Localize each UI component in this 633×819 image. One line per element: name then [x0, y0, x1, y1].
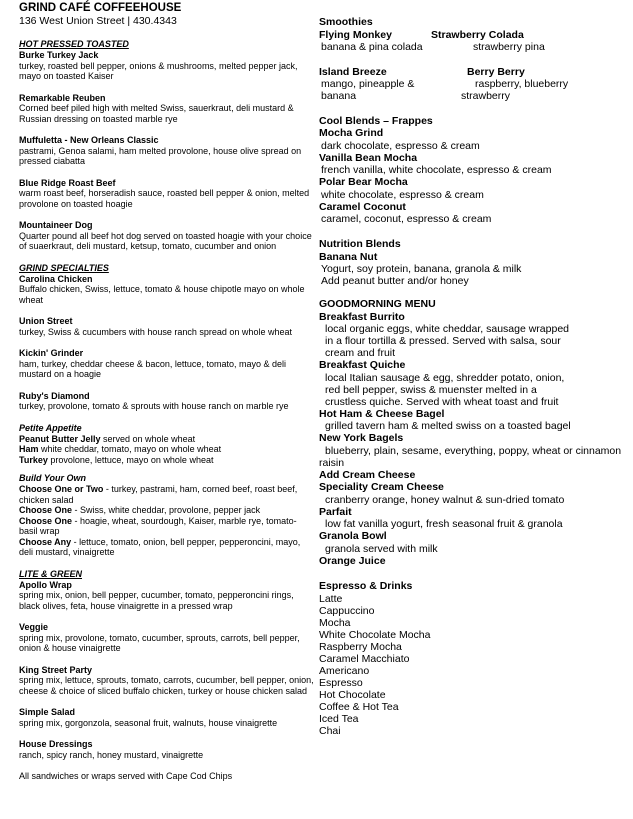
- cafe-address: 136 West Union Street | 430.4343: [19, 15, 177, 27]
- drink-item: Caramel Macchiato: [319, 652, 410, 665]
- menu-item: [19, 316, 315, 337]
- menu-item: [19, 622, 315, 654]
- option-name: Choose Any: [19, 536, 72, 547]
- menu-item: [19, 739, 315, 760]
- section-heading-petite: Petite Appetite: [19, 422, 82, 433]
- option-line: [19, 505, 315, 516]
- menu-item-desc: turkey, roasted bell pepper, onions & mushrooms, melted pepper jack, mayo on toasted Kaiser: [19, 60, 298, 81]
- morning-burrito-desc: local organic eggs, white cheddar, sausage wrapped: [325, 323, 569, 335]
- drink-item: Latte: [319, 592, 343, 605]
- drink-item: Cappuccino: [319, 604, 375, 617]
- menu-item-desc: warm roast beef, horseradish sauce, roasted bell pepper & onion, melted provolone on toasted hoagie: [19, 188, 310, 209]
- nutrition-desc-2: Add peanut butter and/or honey: [321, 275, 469, 287]
- smoothie-name: Berry Berry: [467, 65, 525, 78]
- menu-item: [19, 178, 315, 210]
- morning-quiche-desc: local Italian sausage & egg, shredder potato, onion,: [325, 371, 565, 384]
- smoothie-strawberry-colada: [431, 29, 545, 54]
- drink-item: Raspberry Mocha: [319, 640, 402, 653]
- option-name: Choose One or Two: [19, 484, 104, 494]
- smoothie-berry-berry: [461, 65, 569, 103]
- morning-burrito-name: Breakfast Burrito: [319, 310, 405, 323]
- smoothie-desc: strawberry: [461, 90, 511, 102]
- cafe-name: GRIND CAFÉ COFFEEHOUSE: [19, 2, 182, 14]
- smoothie-desc: banana & pina colada: [321, 41, 423, 53]
- morning-granola-name: Granola Bowl: [319, 530, 387, 542]
- cool-blend-name: Polar Bear Mocha: [319, 176, 408, 188]
- option-name: Turkey: [19, 454, 48, 465]
- menu-item-name: Muffuletta - New Orleans Classic: [19, 135, 159, 145]
- smoothie-name: Strawberry Colada: [431, 28, 524, 41]
- smoothie-name: Island Breeze: [319, 65, 387, 78]
- drink-item: Americano: [319, 664, 370, 677]
- option-desc: - turkey, pastrami, ham, corned beef, roast beef, chicken salad: [19, 484, 298, 505]
- morning-burrito-desc: in a flour tortilla & pressed. Served with salsa, sour: [325, 335, 561, 347]
- smoothie-name: Flying Monkey: [319, 28, 392, 41]
- specialties-list: [19, 274, 315, 412]
- menu-item-desc: spring mix, gorgonzola, seasonal fruit, walnuts, house vinaigrette: [19, 717, 278, 728]
- cool-blends-heading: Cool Blends – Frappes: [319, 114, 433, 127]
- morning-bagel-name: Hot Ham & Cheese Bagel: [319, 407, 445, 420]
- option-name: Choose One: [19, 505, 73, 515]
- option-desc: - Swiss, white cheddar, provolone, pepper jack: [72, 505, 261, 515]
- drink-item: Mocha: [319, 616, 351, 629]
- smoothie-flying-monkey: [319, 29, 423, 54]
- section-heading-build: Build Your Own: [19, 473, 86, 483]
- drink-item: Chai: [319, 724, 341, 737]
- option-line: [19, 484, 315, 505]
- menu-item-name: House Dressings: [19, 739, 93, 749]
- cool-blend-desc: dark chocolate, espresso & cream: [321, 139, 480, 152]
- menu-item-desc: turkey, Swiss & cucumbers with house ranch spread on whole wheat: [19, 326, 292, 337]
- morning-speciality-desc: cranberry orange, honey walnut & sun-dried tomato: [325, 493, 565, 506]
- menu-item-name: Mountaineer Dog: [19, 220, 93, 230]
- menu-item-name: Burke Turkey Jack: [19, 50, 99, 60]
- menu-item: [19, 93, 315, 125]
- nutrition-item-name: Banana Nut: [319, 250, 378, 263]
- cool-blend-desc: caramel, coconut, espresso & cream: [321, 213, 492, 225]
- nutrition-heading: Nutrition Blends: [319, 238, 401, 250]
- smoothies-heading: Smoothies: [319, 16, 373, 28]
- footer-note: All sandwiches or wraps served with Cape Cod Chips: [19, 771, 233, 781]
- section-heading-lite: LITE & GREEN: [19, 568, 83, 579]
- option-desc: - lettuce, tomato, onion, bell pepper, pepperoncini, mayo, deli mustard, vinaigrette: [19, 536, 301, 557]
- option-line: [19, 444, 315, 455]
- morning-ny-desc: raisin: [319, 456, 345, 469]
- menu-item: [19, 580, 315, 612]
- menu-item-name: Kickin' Grinder: [19, 348, 84, 358]
- section-heading-specialties: GRIND SPECIALTIES: [19, 262, 109, 273]
- morning-quiche-name: Breakfast Quiche: [319, 359, 406, 371]
- cool-blend-desc: white chocolate, espresso & cream: [321, 188, 484, 201]
- smoothie-island-breeze: [319, 66, 414, 103]
- option-line: [19, 434, 315, 445]
- morning-parfait-desc: low fat vanilla yogurt, fresh seasonal fruit & granola: [325, 518, 563, 530]
- menu-item-desc: Buffalo chicken, Swiss, lettuce, tomato & house chipotle mayo on whole wheat: [19, 284, 305, 305]
- menu-item-desc: ham, turkey, cheddar cheese & bacon, lettuce, tomato, mayo & deli mustard on a hoagie: [19, 358, 286, 379]
- morning-heading: GOODMORNING MENU: [319, 298, 436, 310]
- menu-item-desc: spring mix, provolone, tomato, cucumber, sprouts, carrots, bell pepper, onion & house vinaigrette: [19, 632, 300, 653]
- smoothie-desc: raspberry, blueberry: [475, 78, 569, 90]
- morning-oj: Orange Juice: [319, 554, 386, 567]
- menu-item-name: Remarkable Reuben: [19, 92, 106, 103]
- morning-ny-desc: blueberry, plain, sesame, everything, poppy, wheat or cinnamon: [325, 444, 622, 457]
- menu-item-name: Veggie: [19, 622, 49, 632]
- morning-speciality-name: Speciality Cream Cheese: [319, 481, 444, 493]
- menu-item-name: Union Street: [19, 316, 73, 326]
- lite-list: [19, 580, 315, 761]
- option-line: [19, 455, 315, 466]
- menu-item: [19, 274, 315, 306]
- menu-item-desc: spring mix, lettuce, sprouts, tomato, carrots, cucumber, bell pepper, onion, cheese & choice of sliced buffalo chicken, turkey or house chicken salad: [19, 675, 314, 696]
- morning-burrito-desc: cream and fruit: [325, 347, 396, 359]
- morning-cream-cheese: Add Cream Cheese: [319, 468, 416, 481]
- option-line: [19, 516, 315, 537]
- menu-item-name: Simple Salad: [19, 707, 76, 717]
- drinks-heading: Espresso & Drinks: [319, 580, 413, 592]
- menu-item-desc: pastrami, Genoa salami, ham melted provolone, house olive spread on pressed ciabatta: [19, 145, 302, 166]
- smoothie-desc: mango, pineapple &: [321, 78, 415, 90]
- drink-item: Espresso: [319, 676, 363, 689]
- option-name: Ham: [19, 444, 39, 454]
- morning-parfait-name: Parfait: [319, 505, 352, 518]
- smoothie-desc: banana: [321, 90, 357, 102]
- menu-item-name: Ruby's Diamond: [19, 390, 90, 401]
- option-name: Choose One: [19, 515, 73, 526]
- option-line: [19, 537, 315, 558]
- menu-item-name: Blue Ridge Roast Beef: [19, 177, 116, 188]
- left-column: [19, 2, 315, 782]
- right-column: [319, 16, 624, 737]
- menu-item: [19, 220, 315, 252]
- morning-bagel-desc: grilled tavern ham & melted swiss on a toasted bagel: [325, 420, 571, 432]
- cool-blends-list: [319, 127, 624, 225]
- option-desc: white cheddar, tomato, mayo on whole wheat: [38, 444, 222, 454]
- drink-item: White Chocolate Mocha: [319, 628, 431, 641]
- menu-item: [19, 665, 315, 697]
- menu-item: [19, 348, 315, 380]
- drinks-list: [319, 593, 624, 737]
- menu-item-desc: Corned beef piled high with melted Swiss, sauerkraut, deli mustard & Russian dressing on toasted marble rye: [19, 103, 294, 124]
- option-desc: provolone, lettuce, mayo on whole wheat: [47, 454, 214, 465]
- drink-item: Coffee & Hot Tea: [319, 700, 399, 713]
- build-list: [19, 484, 315, 558]
- morning-quiche-desc: crustless quiche. Served with wheat toast and fruit: [325, 395, 559, 408]
- nutrition-desc-1: Yogurt, soy protein, banana, granola & milk: [321, 263, 522, 275]
- menu-item-desc: spring mix, onion, bell pepper, cucumber, tomato, pepperoncini rings, black olives, feta, house vinaigrette in a pressed wrap: [19, 590, 294, 611]
- hot-pressed-list: [19, 50, 315, 252]
- menu-item-name: Apollo Wrap: [19, 579, 72, 590]
- menu-item-name: Carolina Chicken: [19, 273, 93, 284]
- menu-item-desc: turkey, provolone, tomato & sprouts with house ranch on marble rye: [19, 401, 289, 411]
- smoothies-grid: [319, 29, 624, 105]
- menu-item: [19, 707, 315, 728]
- option-name: Peanut Butter Jelly: [19, 433, 101, 444]
- menu-item-desc: ranch, spicy ranch, honey mustard, vinaigrette: [19, 749, 204, 760]
- morning-quiche-desc: red bell pepper, swiss & muenster melted in a: [325, 383, 537, 396]
- cool-blend-desc: french vanilla, white chocolate, espresso & cream: [321, 164, 552, 176]
- option-desc: - hoagie, wheat, sourdough, Kaiser, marble rye, tomato-basil wrap: [19, 515, 297, 536]
- menu-item: [19, 391, 315, 412]
- drink-item: Iced Tea: [319, 712, 359, 725]
- cool-blend-name: Mocha Grind: [319, 127, 384, 139]
- menu-item-name: King Street Party: [19, 664, 93, 675]
- morning-ny-name: New York Bagels: [319, 432, 404, 444]
- cool-blend-name: Caramel Coconut: [319, 200, 406, 213]
- cool-blend-name: Vanilla Bean Mocha: [319, 151, 418, 164]
- petite-list: [19, 434, 315, 466]
- menu-item-desc: Quarter pound all beef hot dog served on toasted hoagie with your choice of suaerkraut, deli mustard, ketsup, tomato, cucumber and onion: [19, 230, 312, 251]
- smoothie-desc: strawberry pina: [473, 41, 545, 53]
- option-desc: served on whole wheat: [100, 433, 196, 444]
- section-heading-hot-pressed: HOT PRESSED TOASTED: [19, 39, 129, 49]
- menu-item: [19, 135, 315, 167]
- drink-item: Hot Chocolate: [319, 688, 386, 701]
- morning-granola-desc: granola served with milk: [325, 542, 438, 555]
- menu-item: [19, 50, 315, 82]
